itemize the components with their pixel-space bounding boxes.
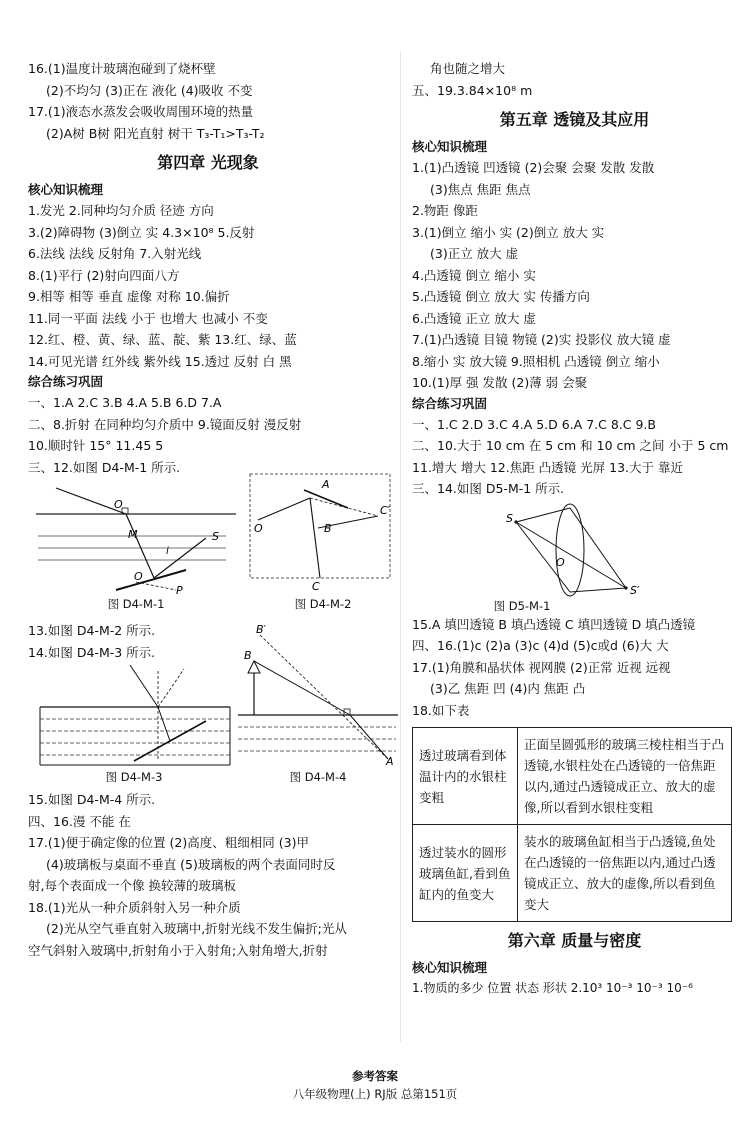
answer-line: 6.法线 法线 反射角 7.入射光线	[28, 246, 202, 261]
answer-line: 16.(1)温度计玻璃泡碰到了烧杯壁	[28, 61, 216, 76]
chapter-5-title: 第五章 透镜及其应用	[499, 110, 650, 129]
figure-d4-m-1	[36, 478, 236, 612]
fig1-label: O	[114, 498, 123, 511]
answer-line: (2)光从空气垂直射入玻璃中,折射光线不发生偏折;光从	[46, 921, 347, 936]
answer-line: 二、8.折射 在同种均匀介质中 9.镜面反射 漫反射	[28, 416, 302, 432]
chapter-6-title: 第六章 质量与密度	[507, 931, 642, 950]
table-row	[413, 825, 732, 922]
fig4-label: A	[386, 755, 394, 768]
answer-line: 四、16.漫 不能 在	[28, 813, 131, 829]
answer-line: 17.(1)便于确定像的位置 (2)高度、粗细相同 (3)甲	[28, 835, 309, 850]
figure-row-1	[28, 478, 391, 620]
answer-line: (3)正立 放大 虚	[430, 246, 519, 261]
answer-line: 三、12.如图 D4-M-1 所示.	[28, 459, 181, 475]
fig4-label: B	[244, 649, 252, 662]
fig4-label: B′	[256, 623, 267, 636]
answer-line: 8.(1)平行 (2)射向四面八方	[28, 267, 180, 283]
answer-line: 一、1.C 2.D 3.C 4.A 5.D 6.A 7.C 8.C 9.B	[412, 416, 656, 432]
figure-caption: 图 D4-M-2	[294, 597, 352, 611]
figure-caption: 图 D4-M-3	[105, 770, 163, 784]
answer-line: 6.凸透镜 正立 放大 虚	[412, 310, 536, 326]
answer-line: 15.如图 D4-M-4 所示.	[28, 792, 156, 807]
answer-line: 15.A 填凹透镜 B 填凸透镜 C 填凹透镜 D 填凸透镜	[412, 616, 696, 632]
figure-d4-m-2	[248, 468, 398, 612]
answer-line: 五、19.3.84×10⁸ m	[412, 82, 533, 98]
answer-line: (3)乙 焦距 凹 (4)内 焦距 凸	[430, 681, 586, 696]
practice-heading: 综合练习巩固	[412, 395, 488, 411]
answer-line: (3)焦点 焦距 焦点	[430, 181, 531, 197]
figure-d5-m-1	[412, 500, 737, 614]
table-cell: 透过玻璃看到体温计内的水银柱变粗	[413, 728, 518, 825]
practice-heading: 综合练习巩固	[28, 374, 104, 389]
answer-line: 10.(1)厚 强 发散 (2)薄 弱 会聚	[412, 375, 588, 390]
table-row	[413, 728, 732, 825]
figure-caption: 图 D4-M-1	[107, 597, 165, 611]
fig2-label: C	[312, 580, 320, 593]
table-cell: 装水的玻璃鱼缸相当于凸透镜,鱼处在凸透镜的一倍焦距以内,通过凸透镜成正立、放大的虚像,所以看到鱼变大	[518, 825, 732, 922]
answer-line: 四、16.(1)c (2)a (3)c (4)d (5)c或d (6)大 大	[412, 638, 669, 653]
core-knowledge-heading: 核心知识梳理	[28, 182, 104, 197]
fig2-label: C′	[380, 504, 391, 517]
answer-line: 4.凸透镜 倒立 缩小 实	[412, 267, 536, 283]
fig1-label: i	[166, 546, 169, 557]
footer-label: 参考答案	[352, 1069, 398, 1083]
answer-line: 14.如图 D4-M-3 所示.	[28, 644, 156, 660]
column-divider	[400, 52, 401, 1042]
fig1-label: O	[134, 570, 143, 583]
figure-caption: 图 D4-M-4	[289, 770, 347, 784]
core-knowledge-heading: 核心知识梳理	[412, 139, 488, 154]
answer-line: 10.顺时针 15° 11.45 5	[28, 438, 164, 453]
answer-line: 2.物距 像距	[412, 203, 478, 218]
fig5-label: S′	[630, 583, 640, 597]
table-cell: 透过装水的圆形玻璃鱼缸,看到鱼缸内的鱼变大	[413, 825, 518, 922]
core-knowledge-heading: 核心知识梳理	[412, 960, 488, 975]
fig5-label: S	[506, 511, 513, 525]
answer-table	[412, 727, 732, 922]
answer-line: 8.缩小 实 放大镜 9.照相机 凸透镜 倒立 缩小	[412, 353, 660, 369]
right-column	[412, 58, 737, 1000]
answer-line: 射,每个表面成一个像 换较薄的玻璃板	[28, 878, 236, 893]
answer-line: 二、10.大于 10 cm 在 5 cm 和 10 cm 之间 小于 5 cm	[412, 438, 729, 453]
answer-line: 18.如下表	[412, 702, 470, 718]
answer-line: 11.同一平面 法线 小于 也增大 也减小 不变	[28, 310, 268, 326]
fig1-label: M	[128, 528, 138, 541]
answer-line: 1.(1)凸透镜 凹透镜 (2)会聚 会聚 发散 发散	[412, 160, 655, 175]
footer-info: 八年级物理(上) RJ版 总第151页	[292, 1087, 458, 1101]
answer-line: 12.红、橙、黄、绿、蓝、靛、紫 13.红、绿、蓝	[28, 332, 297, 347]
figure-d4-m-4	[238, 621, 398, 785]
table-cell: 正面呈圆弧形的玻璃三棱柱相当于凸透镜,水银柱处在凸透镜的一倍焦距以内,通过凸透镜成正立、放大的虚像,所以看到水银柱变粗	[518, 728, 732, 825]
answer-line: 14.可见光谱 红外线 紫外线 15.透过 反射 白 黑	[28, 353, 292, 369]
answer-line: 1.发光 2.同种均匀介质 径迹 方向	[28, 203, 214, 218]
answer-line: 9.相等 相等 垂直 虚像 对称 10.偏折	[28, 289, 230, 304]
answer-line: (4)玻璃板与桌面不垂直 (5)玻璃板的两个表面同时反	[46, 856, 336, 872]
answer-line: (2)不均匀 (3)正在 液化 (4)吸收 不变	[46, 82, 253, 98]
answer-line: 3.(1)倒立 缩小 实 (2)倒立 放大 实	[412, 224, 605, 240]
answer-line: 18.(1)光从一种介质斜射入另一种介质	[28, 899, 241, 915]
answer-line: 5.凸透镜 倒立 放大 实 传播方向	[412, 289, 590, 304]
answer-line: 一、1.A 2.C 3.B 4.A 5.B 6.D 7.A	[28, 395, 222, 410]
answer-line: (2)A树 B树 阳光直射 树干 T₃-T₁>T₃-T₂	[46, 125, 265, 141]
answer-line: 空气斜射入玻璃中,折射角小于入射角;入射角增大,折射	[28, 942, 328, 958]
fig5-label: O	[556, 555, 565, 569]
answer-line: 17.(1)液态水蒸发会吸收周围环境的热量	[28, 104, 254, 119]
fig2-label: O	[254, 522, 263, 535]
fig2-label: A	[322, 478, 330, 491]
left-column	[28, 58, 394, 961]
answer-line: 三、14.如图 D5-M-1 所示.	[412, 481, 565, 496]
figure-d4-m-3	[34, 661, 234, 785]
answer-line: 7.(1)凸透镜 目镜 物镜 (2)实 投影仪 放大镜 虚	[412, 332, 671, 347]
answer-line: 角也随之增大	[430, 61, 506, 76]
answer-line: 11.增大 增大 12.焦距 凸透镜 光屏 13.大于 靠近	[412, 459, 683, 475]
answer-line: 1.物质的多少 位置 状态 形状 2.10³ 10⁻³ 10⁻³ 10⁻⁶	[412, 981, 693, 995]
figure-caption: 图 D5-M-1	[493, 598, 551, 613]
fig1-label: P	[176, 584, 183, 596]
answer-line: 17.(1)角膜和晶状体 视网膜 (2)正常 近视 远视	[412, 659, 671, 675]
fig1-label: S	[212, 530, 219, 543]
fig2-label: B	[324, 522, 332, 535]
chapter-4-title: 第四章 光现象	[157, 153, 259, 172]
answer-line: 3.(2)障碍物 (3)倒立 实 4.3×10⁸ 5.反射	[28, 224, 255, 240]
answer-line: 13.如图 D4-M-2 所示.	[28, 623, 156, 638]
